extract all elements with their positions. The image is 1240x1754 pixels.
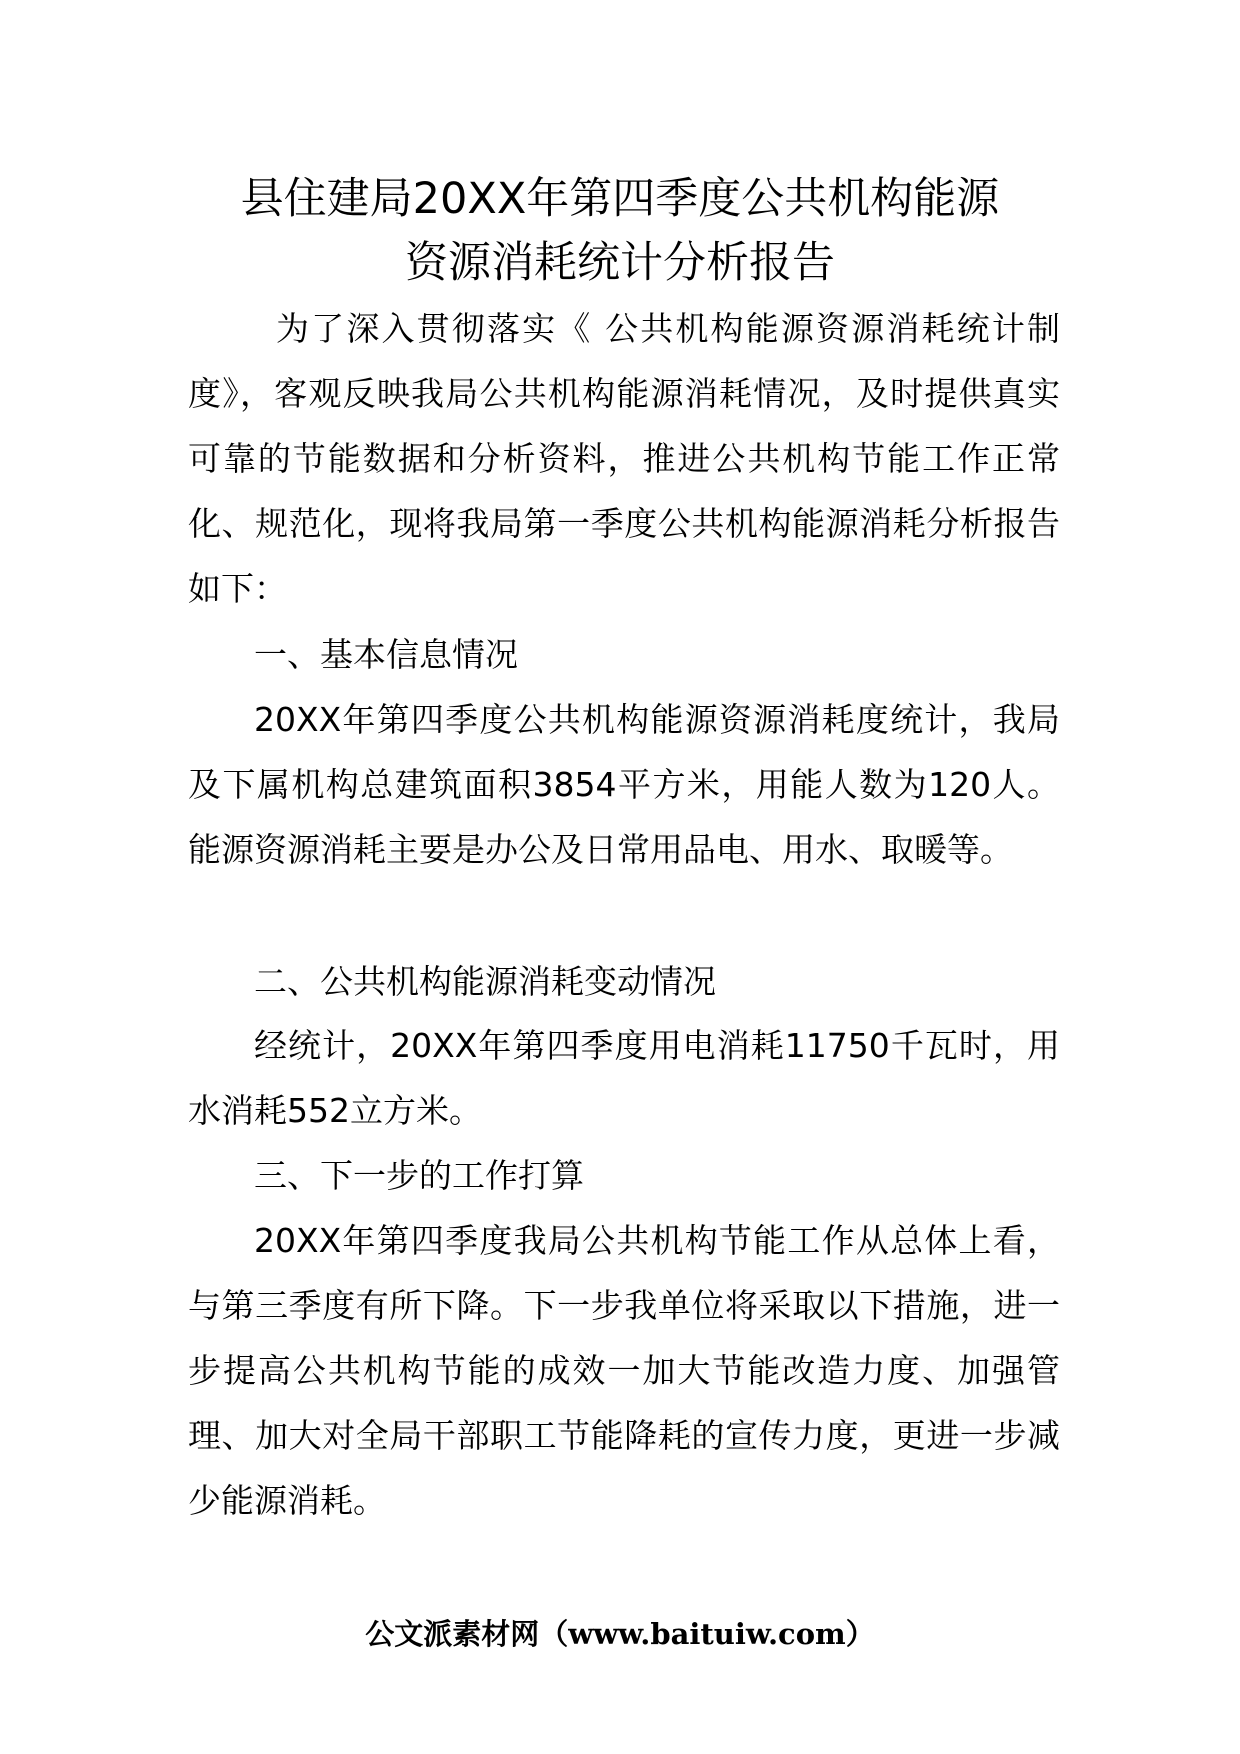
section-heading-consumption-changes: 二、公共机构能源消耗变动情况 xyxy=(254,962,716,1001)
section-heading-next-steps: 三、下一步的工作打算 xyxy=(254,1156,584,1195)
document-title-line-1: 县住建局20XX年第四季度公共机构能源 xyxy=(240,174,1000,224)
section-text-next-steps: 20XX年第四季度我局公共机构节能工作从总体上看，与第三季度有所下降。下一步我单位将采取以下措施，进一步提高公共机构节能的成效一加大节能改造力度、加强管理、加大对全局干部职工节能降耗的宣传力度，更进一步减少能源消耗。 xyxy=(188,1221,1060,1520)
section-heading-basic-info: 一、基本信息情况 xyxy=(254,635,518,674)
section-text-consumption-changes: 经统计，20XX年第四季度用电消耗11750千瓦时，用水消耗552立方米。 xyxy=(188,1026,1060,1130)
document-title-line-2: 资源消耗统计分析报告 xyxy=(405,238,835,288)
source-footer: 公文派素材网（www.baituiw.com） xyxy=(365,1617,875,1651)
section-text-basic-info: 20XX年第四季度公共机构能源资源消耗度统计，我局及下属机构总建筑面积3854平方米，用能人数为120人。能源资源消耗主要是办公及日常用品电、用水、取暖等。 xyxy=(188,700,1060,869)
intro-paragraph: 为了深入贯彻落实《 公共机构能源资源消耗统计制度》，客观反映我局公共机构能源消耗情况，及时提供真实可靠的节能数据和分析资料，推进公共机构节能工作正常化、规范化，现将我局第一季度公共机构能源消耗分析报告如下： xyxy=(188,309,1060,608)
